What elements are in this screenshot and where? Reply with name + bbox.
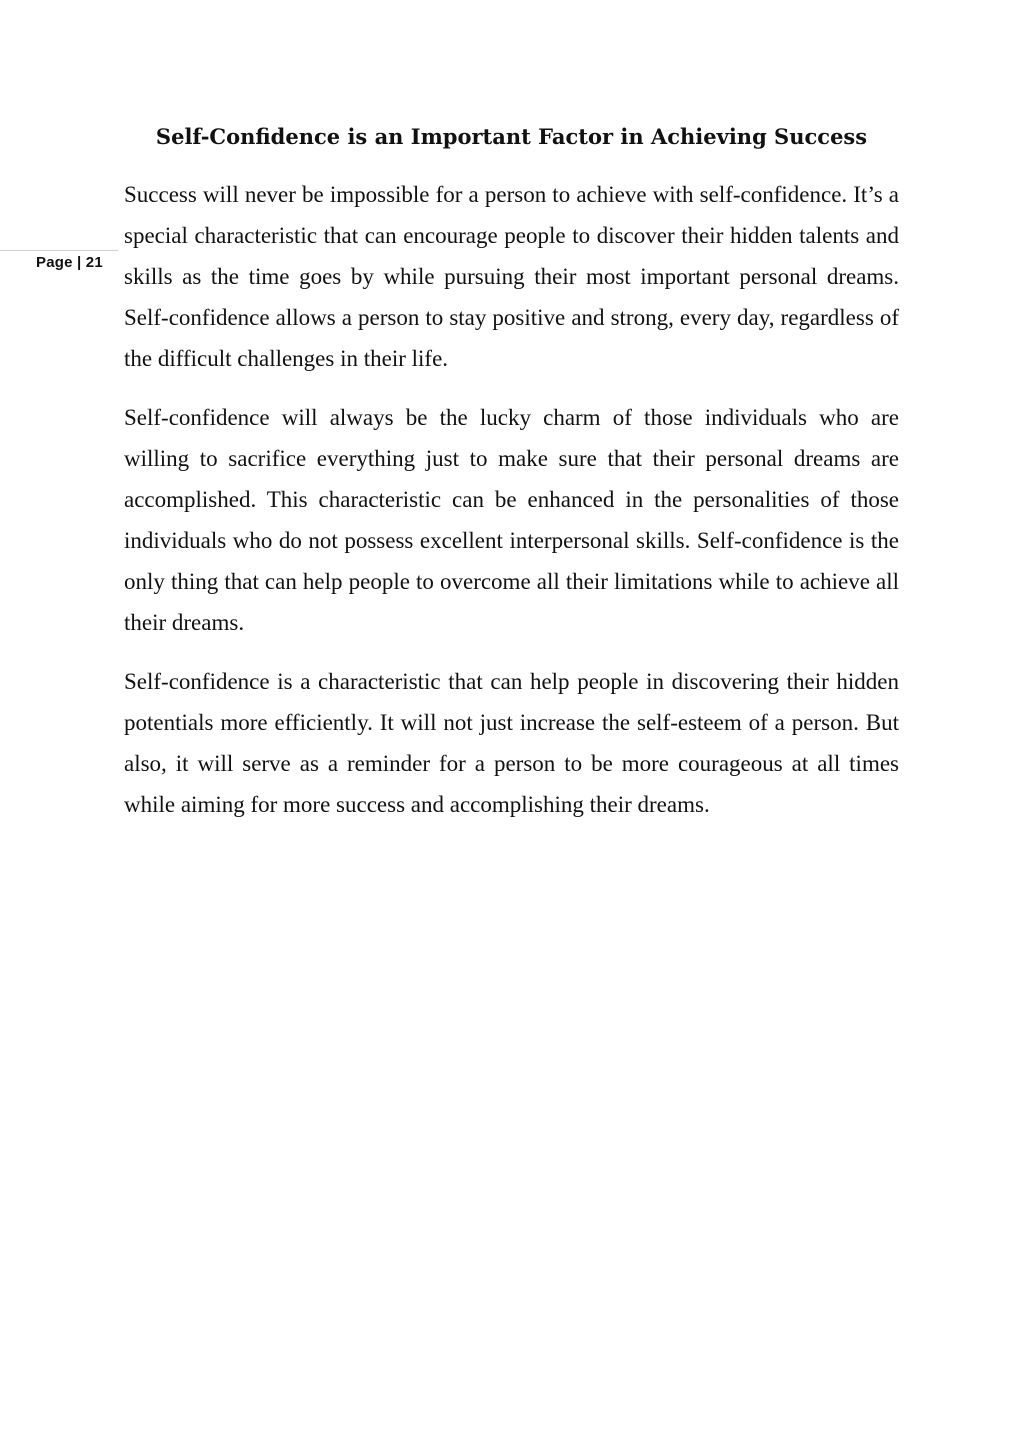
page-number: Page | 21 — [36, 254, 103, 271]
document-title: Self-Confidence is an Important Factor in Achieving Success — [155, 124, 868, 149]
paragraph: Success will never be impossible for a person to achieve with self-confidence. It’s a special characteristic that can encourage people to discover their hidden talents and skills as the time goes by while pursuing their most important personal dreams. Self-confidence allows a person to stay positive and strong, every day, regardless of the difficult challenges in their life. — [124, 182, 899, 371]
document-body — [124, 174, 899, 843]
paragraph: Self-confidence is a characteristic that can help people in discovering their hidden potentials more efficiently. It will not just increase the self-esteem of a person. But also, it will serve as a reminder for a person to be more courageous at all times while aiming for more success and accomplishing their dreams. — [124, 669, 899, 817]
paragraph: Self-confidence will always be the lucky charm of those individuals who are willing to sacrifice everything just to make sure that their personal dreams are accomplished. This characteristic can be enhanced in the personalities of those individuals who do not possess excellent interpersonal skills. Self-confidence is the only thing that can help people to overcome all their limitations while to achieve all their dreams. — [124, 405, 899, 635]
page-margin-rule — [0, 250, 118, 251]
